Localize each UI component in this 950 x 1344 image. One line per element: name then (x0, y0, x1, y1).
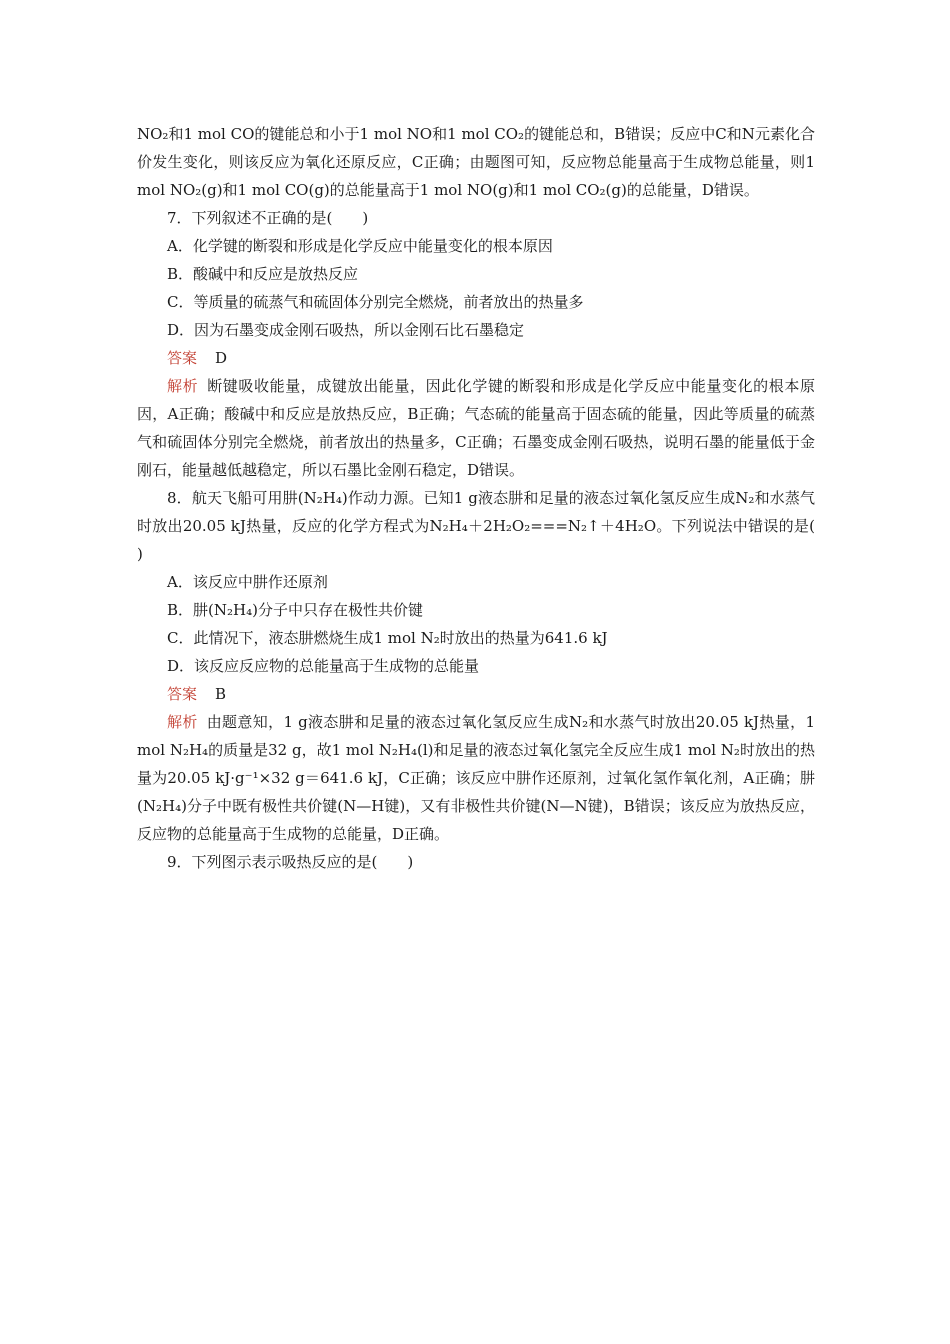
question-7-stem: 7．下列叙述不正确的是( ) (167, 209, 369, 227)
answer-label: 答案 (167, 685, 198, 703)
question-7-answer (137, 344, 815, 372)
question-9 (137, 848, 815, 876)
question-7-analysis (137, 372, 815, 484)
question-7-option-b: B．酸碱中和反应是放热反应 (167, 265, 359, 283)
analysis-text: 断键吸收能量，成键放出能量，因此化学键的断裂和形成是化学反应中能量变化的根本原因，A正确；酸碱中和反应是放热反应，B正确；气态硫的能量高于固态硫的能量，因此等质量的硫蒸气和硫固体分别完全燃烧，前者放出的热量多，C正确；石墨变成金刚石吸热，说明石墨的能量低于金刚石，能量越低越稳定，所以石墨比金刚石稳定，D错误。 (137, 377, 815, 479)
question-9-stem: 9．下列图示表示吸热反应的是( ) (167, 853, 414, 871)
previous-analysis-continuation: NO₂和1 mol CO的键能总和小于1 mol NO和1 mol CO₂的键能总和，B错误；反应中C和N元素化合价发生变化，则该反应为氧化还原反应，C正确；由题图可知，反应物总能量高于生成物总能量，则1 mol NO₂(g)和1 mol CO(g)的总能量高于1 mol NO(g)和1 mol CO₂(g)的总能量，D错误。 (137, 125, 815, 199)
analysis-label: 解析 (167, 377, 199, 395)
question-8-answer (137, 680, 815, 708)
question-8-option-c: C．此情况下，液态肼燃烧生成1 mol N₂时放出的热量为641.6 kJ (167, 629, 608, 647)
question-8 (137, 484, 846, 848)
question-8-option-a: A．该反应中肼作还原剂 (167, 573, 328, 591)
question-7-option-d: D．因为石墨变成金刚石吸热，所以金刚石比石墨稳定 (167, 321, 525, 339)
question-7-option-c: C．等质量的硫蒸气和硫固体分别完全燃烧，前者放出的热量多 (167, 293, 584, 311)
question-8-option-b: B．肼(N₂H₄)分子中只存在极性共价键 (167, 601, 423, 619)
question-8-stem: 8．航天飞船可用肼(N₂H₄)作动力源。已知1 g液态肼和足量的液态过氧化氢反应生成N₂和水蒸气时放出20.05 kJ热量，反应的化学方程式为N₂H₄＋2H₂O₂===N₂↑＋4H₂O。下列说法中错误的是( ) (137, 489, 846, 563)
answer-label: 答案 (167, 349, 198, 367)
document-page (137, 120, 846, 876)
question-7-option-a: A．化学键的断裂和形成是化学反应中能量变化的根本原因 (167, 237, 553, 255)
analysis-text: 由题意知，1 g液态肼和足量的液态过氧化氢反应生成N₂和水蒸气时放出20.05 kJ热量，1 mol N₂H₄的质量是32 g，故1 mol N₂H₄(l)和足量的液态过氧化氢完全反应生成1 mol N₂时放出的热量为20.05 kJ·g⁻¹×32 g＝641.6 kJ，C正确；该反应中肼作还原剂，过氧化氢作氧化剂，A正确；肼(N₂H₄)分子中既有极性共价键(N—H键)，又有非极性共价键(N—N键)，B错误；该反应为放热反应，反应物的总能量高于生成物的总能量，D正确。 (137, 713, 815, 843)
question-8-option-d: D．该反应反应物的总能量高于生成物的总能量 (167, 657, 480, 675)
question-7 (137, 204, 815, 484)
analysis-label: 解析 (167, 713, 198, 731)
question-8-analysis (137, 708, 815, 848)
answer-value: D (215, 349, 228, 367)
answer-value: B (215, 685, 227, 703)
